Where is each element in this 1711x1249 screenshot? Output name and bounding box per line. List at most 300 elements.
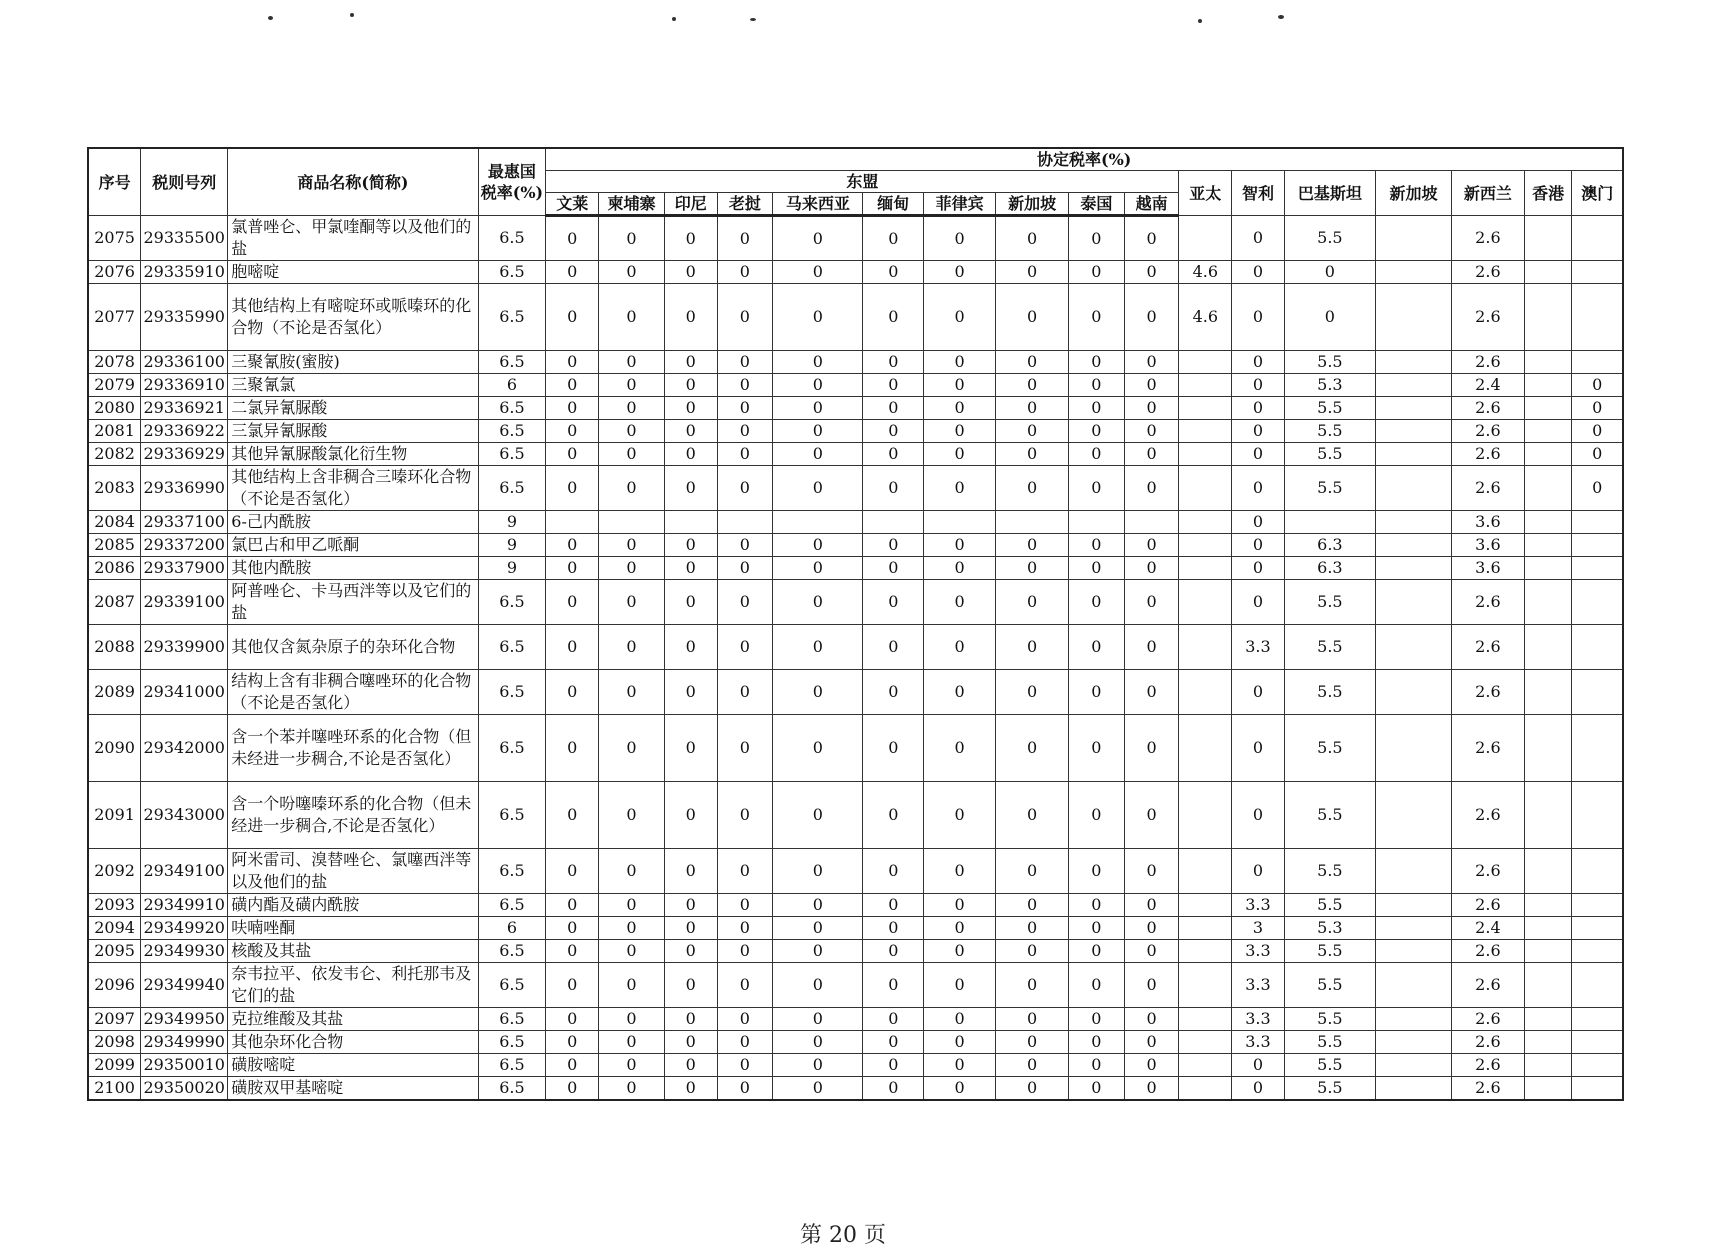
header-apta: 亚太 [1179,171,1232,216]
cell-new-zealand: 2.6 [1451,1008,1524,1031]
cell-name: 三聚氰胺(蜜胺) [228,351,478,374]
cell-name: 阿普唑仑、卡马西泮等以及它们的盐 [228,580,478,625]
cell-apta [1179,625,1232,670]
cell-asean-rate: 0 [1124,557,1179,580]
cell-code: 29335500 [141,216,228,261]
header-malaysia: 马来西亚 [773,193,863,216]
cell-singapore [1375,511,1451,534]
cell-asean-rate: 0 [664,374,717,397]
cell-chile: 0 [1232,849,1285,894]
cell-asean-rate [717,511,773,534]
cell-asean-rate: 0 [599,963,665,1008]
cell-pakistan: 5.5 [1284,625,1375,670]
cell-macau [1572,216,1623,261]
cell-code: 29349910 [141,894,228,917]
table-row [88,782,1623,849]
cell-pakistan: 5.3 [1284,917,1375,940]
cell-asean-rate: 0 [599,849,665,894]
cell-asean-rate: 0 [924,580,996,625]
cell-pakistan: 5.5 [1284,1054,1375,1077]
cell-hong-kong [1524,351,1572,374]
cell-asean-rate: 0 [863,670,924,715]
cell-asean-rate: 0 [996,782,1069,849]
cell-asean-rate: 0 [863,534,924,557]
cell-new-zealand: 2.6 [1451,580,1524,625]
cell-asean-rate: 0 [1069,351,1125,374]
cell-asean-rate: 0 [1124,534,1179,557]
cell-asean-rate: 0 [773,1008,863,1031]
cell-asean-rate: 0 [546,782,599,849]
cell-name: 6-己内酰胺 [228,511,478,534]
cell-chile: 0 [1232,1077,1285,1101]
cell-apta [1179,1077,1232,1101]
cell-apta [1179,963,1232,1008]
cell-asean-rate: 0 [996,670,1069,715]
cell-asean-rate: 0 [546,1008,599,1031]
cell-asean-rate: 0 [599,670,665,715]
cell-asean-rate: 0 [924,940,996,963]
table-row [88,216,1623,261]
cell-asean-rate: 0 [996,216,1069,261]
cell-asean-rate: 0 [599,625,665,670]
cell-asean-rate: 0 [863,1031,924,1054]
cell-asean-rate: 0 [996,917,1069,940]
cell-asean-rate: 0 [863,1054,924,1077]
cell-mfn: 6.5 [478,782,546,849]
cell-mfn: 6.5 [478,963,546,1008]
cell-asean-rate: 0 [599,261,665,284]
cell-pakistan: 5.5 [1284,580,1375,625]
cell-macau [1572,782,1623,849]
header-hong-kong: 香港 [1524,171,1572,216]
cell-hong-kong [1524,374,1572,397]
cell-apta [1179,917,1232,940]
cell-singapore [1375,534,1451,557]
cell-code: 29342000 [141,715,228,782]
cell-chile: 0 [1232,216,1285,261]
cell-apta [1179,1031,1232,1054]
cell-pakistan [1284,511,1375,534]
cell-asean-rate: 0 [1124,917,1179,940]
cell-chile: 0 [1232,420,1285,443]
cell-asean-rate: 0 [1069,261,1125,284]
cell-asean-rate: 0 [1069,715,1125,782]
cell-code: 29336929 [141,443,228,466]
cell-asean-rate: 0 [924,963,996,1008]
cell-name: 克拉维酸及其盐 [228,1008,478,1031]
cell-asean-rate: 0 [1069,580,1125,625]
cell-asean-rate: 0 [1069,940,1125,963]
cell-asean-rate: 0 [664,580,717,625]
cell-macau [1572,1008,1623,1031]
cell-apta [1179,351,1232,374]
cell-asean-rate: 0 [924,1031,996,1054]
cell-pakistan: 5.5 [1284,466,1375,511]
table-row [88,351,1623,374]
cell-asean-rate: 0 [863,963,924,1008]
cell-hong-kong [1524,1077,1572,1101]
cell-pakistan: 0 [1284,261,1375,284]
cell-asean-rate: 0 [1124,849,1179,894]
cell-singapore [1375,1054,1451,1077]
cell-asean-rate: 0 [664,284,717,351]
cell-asean-rate: 0 [1069,849,1125,894]
cell-asean-rate: 0 [1124,397,1179,420]
cell-chile: 0 [1232,580,1285,625]
cell-asean-rate: 0 [717,1008,773,1031]
cell-hong-kong [1524,443,1572,466]
cell-asean-rate: 0 [1124,374,1179,397]
cell-apta [1179,374,1232,397]
cell-asean-rate: 0 [773,894,863,917]
cell-name: 胞嘧啶 [228,261,478,284]
cell-chile: 0 [1232,782,1285,849]
cell-asean-rate: 0 [717,557,773,580]
table-row [88,580,1623,625]
cell-chile: 3.3 [1232,1031,1285,1054]
table-row [88,894,1623,917]
cell-pakistan: 6.3 [1284,534,1375,557]
header-mfn: 最惠国税率(%) [478,148,546,216]
cell-seq: 2077 [88,284,141,351]
cell-singapore [1375,715,1451,782]
cell-asean-rate: 0 [546,940,599,963]
cell-asean-rate: 0 [664,351,717,374]
cell-asean-rate: 0 [924,420,996,443]
cell-asean-rate: 0 [773,715,863,782]
header-philippines: 菲律宾 [924,193,996,216]
cell-asean-rate: 0 [546,374,599,397]
cell-asean-rate: 0 [1069,1077,1125,1101]
cell-asean-rate: 0 [1069,625,1125,670]
cell-asean-rate: 0 [773,917,863,940]
cell-macau [1572,351,1623,374]
cell-code: 29335910 [141,261,228,284]
cell-seq: 2081 [88,420,141,443]
cell-code: 29350020 [141,1077,228,1101]
cell-asean-rate: 0 [773,625,863,670]
tariff-rate-table [87,147,1624,1101]
cell-asean-rate: 0 [546,715,599,782]
cell-asean-rate: 0 [863,420,924,443]
cell-singapore [1375,963,1451,1008]
cell-mfn: 6.5 [478,670,546,715]
cell-hong-kong [1524,466,1572,511]
cell-asean-rate: 0 [773,374,863,397]
table-row [88,1008,1623,1031]
cell-code: 29336990 [141,466,228,511]
cell-seq: 2084 [88,511,141,534]
cell-asean-rate: 0 [546,849,599,894]
cell-asean-rate: 0 [717,351,773,374]
cell-name: 二氯异氰脲酸 [228,397,478,420]
cell-asean-rate: 0 [717,782,773,849]
cell-asean-rate: 0 [773,1054,863,1077]
cell-asean-rate: 0 [717,466,773,511]
header-singapore: 新加坡 [1375,171,1451,216]
cell-seq: 2095 [88,940,141,963]
cell-mfn: 6.5 [478,894,546,917]
cell-apta [1179,397,1232,420]
cell-asean-rate: 0 [546,534,599,557]
cell-asean-rate: 0 [863,466,924,511]
cell-hong-kong [1524,1008,1572,1031]
cell-code: 29335990 [141,284,228,351]
cell-asean-rate: 0 [1124,782,1179,849]
cell-pakistan: 5.5 [1284,894,1375,917]
cell-chile: 0 [1232,1054,1285,1077]
table-body [88,216,1623,1101]
cell-singapore [1375,1008,1451,1031]
cell-asean-rate: 0 [996,397,1069,420]
cell-asean-rate: 0 [664,1077,717,1101]
cell-asean-rate: 0 [1124,1077,1179,1101]
cell-pakistan: 5.5 [1284,1008,1375,1031]
cell-asean-rate: 0 [546,557,599,580]
cell-asean-rate: 0 [717,1031,773,1054]
cell-asean-rate: 0 [546,963,599,1008]
cell-new-zealand: 2.4 [1451,374,1524,397]
cell-apta [1179,466,1232,511]
cell-chile: 0 [1232,557,1285,580]
cell-mfn: 6.5 [478,284,546,351]
cell-chile: 0 [1232,715,1285,782]
cell-singapore [1375,782,1451,849]
cell-pakistan: 5.5 [1284,420,1375,443]
cell-code: 29349950 [141,1008,228,1031]
cell-pakistan: 5.5 [1284,397,1375,420]
cell-singapore [1375,397,1451,420]
cell-macau: 0 [1572,443,1623,466]
cell-asean-rate: 0 [924,782,996,849]
cell-asean-rate: 0 [664,1008,717,1031]
cell-asean-rate: 0 [664,963,717,1008]
cell-code: 29341000 [141,670,228,715]
cell-pakistan: 5.5 [1284,715,1375,782]
cell-name: 核酸及其盐 [228,940,478,963]
cell-pakistan: 0 [1284,284,1375,351]
cell-asean-rate: 0 [1124,940,1179,963]
cell-mfn: 6 [478,374,546,397]
cell-asean-rate: 0 [1069,894,1125,917]
cell-mfn: 6.5 [478,849,546,894]
cell-seq: 2082 [88,443,141,466]
cell-hong-kong [1524,534,1572,557]
cell-chile: 3.3 [1232,1008,1285,1031]
cell-asean-rate: 0 [1124,625,1179,670]
cell-singapore [1375,580,1451,625]
cell-asean-rate: 0 [664,216,717,261]
cell-asean-rate: 0 [1124,443,1179,466]
cell-apta [1179,511,1232,534]
cell-asean-rate: 0 [773,782,863,849]
cell-asean-rate: 0 [773,351,863,374]
cell-hong-kong [1524,511,1572,534]
cell-asean-rate: 0 [863,580,924,625]
cell-asean-rate: 0 [717,1077,773,1101]
cell-new-zealand: 2.6 [1451,940,1524,963]
cell-code: 29337100 [141,511,228,534]
cell-singapore [1375,849,1451,894]
cell-apta [1179,443,1232,466]
cell-asean-rate: 0 [599,1077,665,1101]
cell-code: 29349990 [141,1031,228,1054]
cell-asean-rate: 0 [924,625,996,670]
cell-name: 阿米雷司、溴替唑仑、氯噻西泮等以及他们的盐 [228,849,478,894]
cell-asean-rate: 0 [996,443,1069,466]
cell-asean-rate: 0 [924,670,996,715]
table-row [88,397,1623,420]
cell-chile: 0 [1232,511,1285,534]
cell-hong-kong [1524,963,1572,1008]
cell-apta [1179,940,1232,963]
cell-asean-rate: 0 [924,397,996,420]
cell-hong-kong [1524,715,1572,782]
cell-seq: 2079 [88,374,141,397]
cell-name: 含一个苯并噻唑环系的化合物（但未经进一步稠合,不论是否氢化） [228,715,478,782]
cell-asean-rate: 0 [996,963,1069,1008]
cell-asean-rate: 0 [1069,374,1125,397]
cell-asean-rate: 0 [664,534,717,557]
header-myanmar: 缅甸 [863,193,924,216]
cell-asean-rate: 0 [1124,1054,1179,1077]
cell-asean-rate: 0 [773,1031,863,1054]
header-vietnam: 越南 [1124,193,1179,216]
cell-asean-rate: 0 [924,284,996,351]
cell-asean-rate: 0 [1069,216,1125,261]
cell-code: 29337900 [141,557,228,580]
cell-name: 呋喃唑酮 [228,917,478,940]
cell-mfn: 6.5 [478,1008,546,1031]
cell-asean-rate: 0 [599,557,665,580]
cell-seq: 2098 [88,1031,141,1054]
cell-apta [1179,670,1232,715]
table-row [88,917,1623,940]
cell-asean-rate: 0 [773,1077,863,1101]
cell-asean-rate: 0 [773,420,863,443]
cell-apta [1179,1008,1232,1031]
cell-macau [1572,849,1623,894]
cell-asean-rate: 0 [1124,580,1179,625]
cell-singapore [1375,940,1451,963]
cell-asean-rate: 0 [1069,1054,1125,1077]
cell-hong-kong [1524,1031,1572,1054]
cell-asean-rate: 0 [996,849,1069,894]
cell-mfn: 6 [478,917,546,940]
cell-apta [1179,849,1232,894]
cell-mfn: 9 [478,511,546,534]
cell-asean-rate: 0 [664,670,717,715]
cell-asean-rate: 0 [863,894,924,917]
cell-macau: 0 [1572,420,1623,443]
cell-asean-rate: 0 [1124,261,1179,284]
header-name: 商品名称(简称) [228,148,478,216]
cell-macau: 0 [1572,397,1623,420]
cell-asean-rate: 0 [863,351,924,374]
cell-seq: 2096 [88,963,141,1008]
header-chile: 智利 [1232,171,1285,216]
cell-asean-rate: 0 [546,261,599,284]
cell-asean-rate: 0 [599,580,665,625]
cell-hong-kong [1524,940,1572,963]
cell-mfn: 6.5 [478,261,546,284]
cell-asean-rate: 0 [996,534,1069,557]
cell-asean-rate: 0 [546,1077,599,1101]
cell-asean-rate: 0 [717,397,773,420]
cell-asean-rate: 0 [863,261,924,284]
cell-chile: 0 [1232,397,1285,420]
cell-asean-rate: 0 [996,940,1069,963]
cell-asean-rate: 0 [924,1054,996,1077]
cell-macau [1572,1077,1623,1101]
cell-hong-kong [1524,1054,1572,1077]
cell-asean-rate: 0 [863,284,924,351]
cell-singapore [1375,894,1451,917]
header-brunei: 文莱 [546,193,599,216]
header-cambodia: 柬埔寨 [599,193,665,216]
table-row [88,557,1623,580]
cell-hong-kong [1524,397,1572,420]
table-row [88,284,1623,351]
cell-hong-kong [1524,216,1572,261]
cell-macau [1572,894,1623,917]
cell-macau [1572,557,1623,580]
cell-asean-rate: 0 [599,284,665,351]
cell-code: 29350010 [141,1054,228,1077]
cell-asean-rate: 0 [924,374,996,397]
header-thailand: 泰国 [1069,193,1125,216]
table-row [88,261,1623,284]
cell-asean-rate: 0 [546,216,599,261]
cell-asean-rate [664,511,717,534]
cell-hong-kong [1524,670,1572,715]
cell-asean-rate: 0 [863,1077,924,1101]
cell-asean-rate: 0 [1124,670,1179,715]
cell-asean-rate: 0 [924,917,996,940]
cell-new-zealand: 2.6 [1451,420,1524,443]
cell-singapore [1375,466,1451,511]
cell-asean-rate: 0 [599,420,665,443]
cell-macau: 0 [1572,374,1623,397]
cell-seq: 2087 [88,580,141,625]
cell-mfn: 6.5 [478,216,546,261]
cell-asean-rate: 0 [1069,917,1125,940]
cell-pakistan: 5.5 [1284,1031,1375,1054]
cell-name: 其他杂环化合物 [228,1031,478,1054]
cell-asean-rate: 0 [546,397,599,420]
cell-seq: 2094 [88,917,141,940]
cell-asean-rate: 0 [717,849,773,894]
cell-asean-rate: 0 [996,1031,1069,1054]
cell-singapore [1375,216,1451,261]
cell-asean-rate: 0 [717,963,773,1008]
cell-apta [1179,1054,1232,1077]
cell-chile: 3.3 [1232,940,1285,963]
cell-singapore [1375,351,1451,374]
cell-asean-rate: 0 [599,351,665,374]
cell-asean-rate: 0 [1069,443,1125,466]
cell-macau [1572,1054,1623,1077]
cell-apta [1179,216,1232,261]
cell-chile: 0 [1232,466,1285,511]
cell-asean-rate: 0 [546,466,599,511]
cell-asean-rate: 0 [599,216,665,261]
cell-name: 结构上含有非稠合噻唑环的化合物（不论是否氢化） [228,670,478,715]
cell-mfn: 6.5 [478,625,546,670]
cell-macau: 0 [1572,466,1623,511]
cell-seq: 2092 [88,849,141,894]
cell-pakistan: 5.5 [1284,963,1375,1008]
